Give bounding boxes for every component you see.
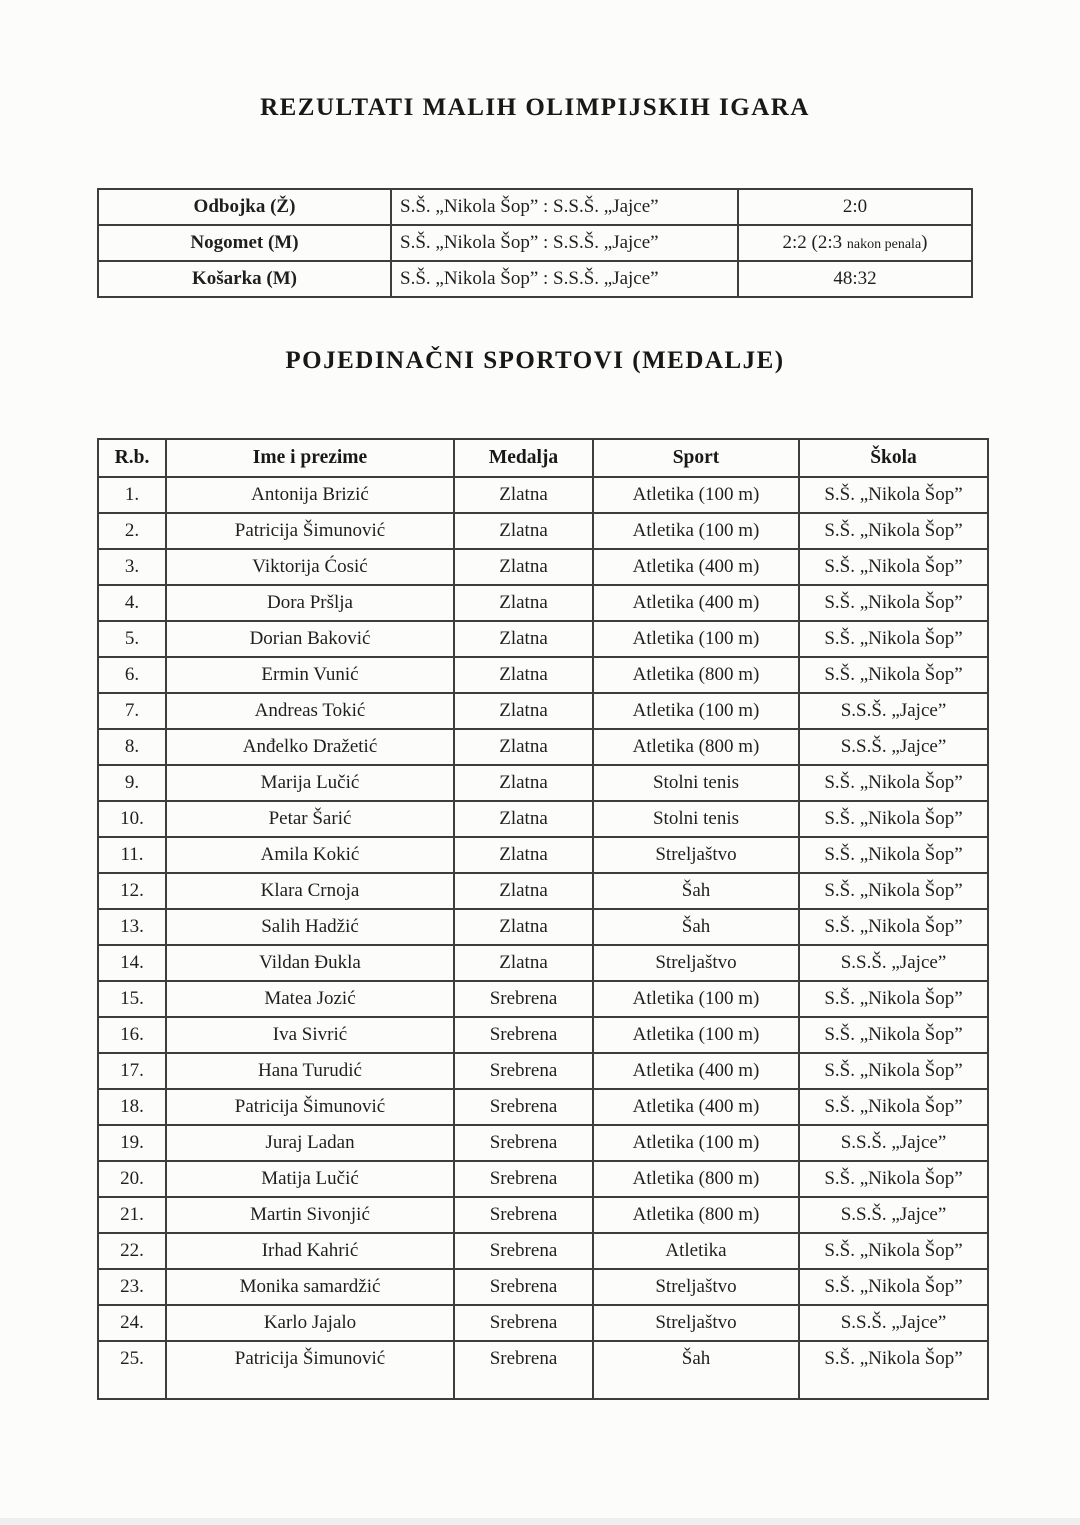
medal-sport-cell: Atletika xyxy=(593,1233,799,1269)
medal-sport-cell: Stolni tenis xyxy=(593,801,799,837)
team-sport-cell: Odbojka (Ž) xyxy=(98,189,391,225)
medal-row xyxy=(98,1089,988,1125)
medal-medal-cell: Zlatna xyxy=(454,621,593,657)
medal-school-cell: S.Š. „Nikola Šop” xyxy=(799,1017,988,1053)
medal-name-cell: Marija Lučić xyxy=(166,765,454,801)
medal-rank-cell: 25. xyxy=(98,1341,166,1399)
medal-name-cell: Iva Sivrić xyxy=(166,1017,454,1053)
medal-rank-cell: 4. xyxy=(98,585,166,621)
medal-medal-cell: Zlatna xyxy=(454,837,593,873)
medal-medal-cell: Srebrena xyxy=(454,1161,593,1197)
medal-sport-cell: Atletika (100 m) xyxy=(593,1017,799,1053)
medal-school-cell: S.S.Š. „Jajce” xyxy=(799,945,988,981)
medal-rank-cell: 7. xyxy=(98,693,166,729)
medal-name-cell: Anđelko Dražetić xyxy=(166,729,454,765)
team-score-cell xyxy=(738,189,972,225)
medal-medal-cell: Zlatna xyxy=(454,909,593,945)
medal-rank-cell: 23. xyxy=(98,1269,166,1305)
team-result-row xyxy=(98,225,972,261)
medal-row xyxy=(98,1017,988,1053)
medal-sport-cell: Atletika (800 m) xyxy=(593,1197,799,1233)
medal-row xyxy=(98,1233,988,1269)
medal-row xyxy=(98,1305,988,1341)
medal-medal-cell: Zlatna xyxy=(454,765,593,801)
medal-sport-cell: Atletika (400 m) xyxy=(593,585,799,621)
medal-name-cell: Patricija Šimunović xyxy=(166,1341,454,1399)
medal-school-cell: S.S.Š. „Jajce” xyxy=(799,1305,988,1341)
medal-sport-cell: Stolni tenis xyxy=(593,765,799,801)
medal-rank-cell: 22. xyxy=(98,1233,166,1269)
score-note: nakon penala xyxy=(846,237,922,252)
medal-row xyxy=(98,837,988,873)
medal-rank-cell: 20. xyxy=(98,1161,166,1197)
medal-school-cell: S.Š. „Nikola Šop” xyxy=(799,1161,988,1197)
medal-name-cell: Ermin Vunić xyxy=(166,657,454,693)
medal-row xyxy=(98,693,988,729)
medal-sport-cell: Atletika (100 m) xyxy=(593,621,799,657)
medal-name-cell: Karlo Jajalo xyxy=(166,1305,454,1341)
medal-rank-cell: 19. xyxy=(98,1125,166,1161)
medals-table-body xyxy=(98,477,988,1399)
medal-rank-cell: 21. xyxy=(98,1197,166,1233)
medal-name-cell: Viktorija Ćosić xyxy=(166,549,454,585)
medal-sport-cell: Atletika (800 m) xyxy=(593,657,799,693)
medal-school-cell: S.Š. „Nikola Šop” xyxy=(799,657,988,693)
medal-medal-cell: Srebrena xyxy=(454,1305,593,1341)
medal-rank-cell: 15. xyxy=(98,981,166,1017)
medal-rank-cell: 8. xyxy=(98,729,166,765)
header-school: Škola xyxy=(799,439,988,477)
medal-rank-cell: 16. xyxy=(98,1017,166,1053)
team-result-row xyxy=(98,261,972,297)
medal-school-cell: S.Š. „Nikola Šop” xyxy=(799,801,988,837)
medal-school-cell: S.S.Š. „Jajce” xyxy=(799,693,988,729)
medal-rank-cell: 17. xyxy=(98,1053,166,1089)
medal-row xyxy=(98,477,988,513)
medal-school-cell: S.Š. „Nikola Šop” xyxy=(799,477,988,513)
medal-medal-cell: Srebrena xyxy=(454,1017,593,1053)
medal-medal-cell: Srebrena xyxy=(454,1089,593,1125)
medal-rank-cell: 9. xyxy=(98,765,166,801)
medal-school-cell: S.Š. „Nikola Šop” xyxy=(799,873,988,909)
medal-medal-cell: Srebrena xyxy=(454,1053,593,1089)
medal-name-cell: Patricija Šimunović xyxy=(166,1089,454,1125)
medal-row xyxy=(98,873,988,909)
medal-name-cell: Amila Kokić xyxy=(166,837,454,873)
medal-medal-cell: Zlatna xyxy=(454,549,593,585)
medal-row xyxy=(98,1053,988,1089)
medal-medal-cell: Zlatna xyxy=(454,513,593,549)
team-sport-cell: Nogomet (M) xyxy=(98,225,391,261)
medal-school-cell: S.S.Š. „Jajce” xyxy=(799,1125,988,1161)
team-matchup-cell: S.Š. „Nikola Šop” : S.S.Š. „Jajce” xyxy=(391,261,738,297)
medal-sport-cell: Atletika (400 m) xyxy=(593,549,799,585)
section-title-individual-sports: POJEDINAČNI SPORTOVI (MEDALJE) xyxy=(285,347,785,374)
medal-rank-cell: 6. xyxy=(98,657,166,693)
medal-name-cell: Matea Jozić xyxy=(166,981,454,1017)
medal-medal-cell: Zlatna xyxy=(454,657,593,693)
team-score-cell xyxy=(738,261,972,297)
medal-school-cell: S.Š. „Nikola Šop” xyxy=(799,621,988,657)
medal-name-cell: Martin Sivonjić xyxy=(166,1197,454,1233)
medal-row xyxy=(98,1269,988,1305)
team-matchup-cell: S.Š. „Nikola Šop” : S.S.Š. „Jajce” xyxy=(391,225,738,261)
medal-sport-cell: Atletika (100 m) xyxy=(593,477,799,513)
medal-sport-cell: Atletika (800 m) xyxy=(593,1161,799,1197)
medal-medal-cell: Zlatna xyxy=(454,873,593,909)
medal-school-cell: S.Š. „Nikola Šop” xyxy=(799,765,988,801)
medal-school-cell: S.S.Š. „Jajce” xyxy=(799,729,988,765)
medal-sport-cell: Atletika (400 m) xyxy=(593,1089,799,1125)
medal-row xyxy=(98,1197,988,1233)
medal-row xyxy=(98,981,988,1017)
medal-sport-cell: Streljaštvo xyxy=(593,1269,799,1305)
team-results-body xyxy=(98,189,972,297)
team-sport-cell: Košarka (M) xyxy=(98,261,391,297)
medals-header-row xyxy=(98,439,988,477)
medal-medal-cell: Zlatna xyxy=(454,801,593,837)
medal-name-cell: Antonija Brizić xyxy=(166,477,454,513)
medal-sport-cell: Atletika (100 m) xyxy=(593,513,799,549)
score-main: 48:32 xyxy=(833,268,877,289)
medal-name-cell: Dorian Baković xyxy=(166,621,454,657)
medal-school-cell: S.Š. „Nikola Šop” xyxy=(799,1053,988,1089)
medal-medal-cell: Zlatna xyxy=(454,693,593,729)
medal-row xyxy=(98,621,988,657)
medal-rank-cell: 1. xyxy=(98,477,166,513)
team-results-table xyxy=(97,188,973,298)
medal-name-cell: Salih Hadžić xyxy=(166,909,454,945)
team-score-cell xyxy=(738,225,972,261)
medal-name-cell: Patricija Šimunović xyxy=(166,513,454,549)
medal-row xyxy=(98,1125,988,1161)
medal-name-cell: Klara Crnoja xyxy=(166,873,454,909)
medal-medal-cell: Srebrena xyxy=(454,1341,593,1399)
medal-school-cell: S.Š. „Nikola Šop” xyxy=(799,585,988,621)
scan-bottom-edge xyxy=(0,1518,1080,1525)
medal-row xyxy=(98,909,988,945)
medal-medal-cell: Srebrena xyxy=(454,1197,593,1233)
medal-row xyxy=(98,765,988,801)
medal-sport-cell: Atletika (100 m) xyxy=(593,981,799,1017)
medal-name-cell: Matija Lučić xyxy=(166,1161,454,1197)
medal-school-cell: S.Š. „Nikola Šop” xyxy=(799,1233,988,1269)
header-sport: Sport xyxy=(593,439,799,477)
score-suffix: ) xyxy=(921,232,928,253)
medal-row xyxy=(98,657,988,693)
medal-name-cell: Dora Pršlja xyxy=(166,585,454,621)
medal-school-cell: S.Š. „Nikola Šop” xyxy=(799,549,988,585)
medal-school-cell: S.S.Š. „Jajce” xyxy=(799,1197,988,1233)
score-main: 2:2 (2:3 xyxy=(782,232,847,253)
medal-sport-cell: Atletika (100 m) xyxy=(593,1125,799,1161)
medal-sport-cell: Streljaštvo xyxy=(593,1305,799,1341)
medal-rank-cell: 2. xyxy=(98,513,166,549)
medal-row xyxy=(98,513,988,549)
medal-school-cell: S.Š. „Nikola Šop” xyxy=(799,513,988,549)
score-main: 2:0 xyxy=(842,196,868,217)
medal-rank-cell: 13. xyxy=(98,909,166,945)
medal-row xyxy=(98,585,988,621)
medal-row xyxy=(98,801,988,837)
medal-name-cell: Juraj Ladan xyxy=(166,1125,454,1161)
medal-row xyxy=(98,729,988,765)
team-matchup-cell: S.Š. „Nikola Šop” : S.S.Š. „Jajce” xyxy=(391,189,738,225)
medal-school-cell: S.Š. „Nikola Šop” xyxy=(799,1269,988,1305)
medal-medal-cell: Zlatna xyxy=(454,729,593,765)
team-result-row xyxy=(98,189,972,225)
medal-sport-cell: Streljaštvo xyxy=(593,945,799,981)
medal-name-cell: Andreas Tokić xyxy=(166,693,454,729)
medal-row xyxy=(98,1161,988,1197)
medal-sport-cell: Atletika (400 m) xyxy=(593,1053,799,1089)
header-name: Ime i prezime xyxy=(166,439,454,477)
header-rank: R.b. xyxy=(98,439,166,477)
medal-row xyxy=(98,549,988,585)
medal-sport-cell: Atletika (800 m) xyxy=(593,729,799,765)
medal-name-cell: Monika samardžić xyxy=(166,1269,454,1305)
medal-rank-cell: 3. xyxy=(98,549,166,585)
medal-school-cell: S.Š. „Nikola Šop” xyxy=(799,837,988,873)
medal-rank-cell: 18. xyxy=(98,1089,166,1125)
medal-row xyxy=(98,945,988,981)
medal-medal-cell: Zlatna xyxy=(454,585,593,621)
medal-name-cell: Hana Turudić xyxy=(166,1053,454,1089)
medal-row xyxy=(98,1341,988,1399)
medal-rank-cell: 10. xyxy=(98,801,166,837)
medal-name-cell: Irhad Kahrić xyxy=(166,1233,454,1269)
medal-sport-cell: Atletika (100 m) xyxy=(593,693,799,729)
medal-sport-cell: Šah xyxy=(593,873,799,909)
medal-medal-cell: Zlatna xyxy=(454,477,593,513)
medal-medal-cell: Srebrena xyxy=(454,981,593,1017)
medal-medal-cell: Zlatna xyxy=(454,945,593,981)
medal-school-cell: S.Š. „Nikola Šop” xyxy=(799,981,988,1017)
medals-table xyxy=(97,438,989,1400)
medal-school-cell: S.Š. „Nikola Šop” xyxy=(799,1089,988,1125)
medal-medal-cell: Srebrena xyxy=(454,1125,593,1161)
medal-rank-cell: 11. xyxy=(98,837,166,873)
medal-sport-cell: Šah xyxy=(593,909,799,945)
medal-school-cell: S.Š. „Nikola Šop” xyxy=(799,1341,988,1399)
medal-name-cell: Vildan Đukla xyxy=(166,945,454,981)
medal-rank-cell: 12. xyxy=(98,873,166,909)
medal-medal-cell: Srebrena xyxy=(454,1233,593,1269)
medal-sport-cell: Streljaštvo xyxy=(593,837,799,873)
medal-sport-cell: Šah xyxy=(593,1341,799,1399)
medal-rank-cell: 24. xyxy=(98,1305,166,1341)
medal-rank-cell: 14. xyxy=(98,945,166,981)
medal-medal-cell: Srebrena xyxy=(454,1269,593,1305)
medal-school-cell: S.Š. „Nikola Šop” xyxy=(799,909,988,945)
medal-name-cell: Petar Šarić xyxy=(166,801,454,837)
page-title: REZULTATI MALIH OLIMPIJSKIH IGARA xyxy=(260,94,810,121)
medal-rank-cell: 5. xyxy=(98,621,166,657)
header-medal: Medalja xyxy=(454,439,593,477)
